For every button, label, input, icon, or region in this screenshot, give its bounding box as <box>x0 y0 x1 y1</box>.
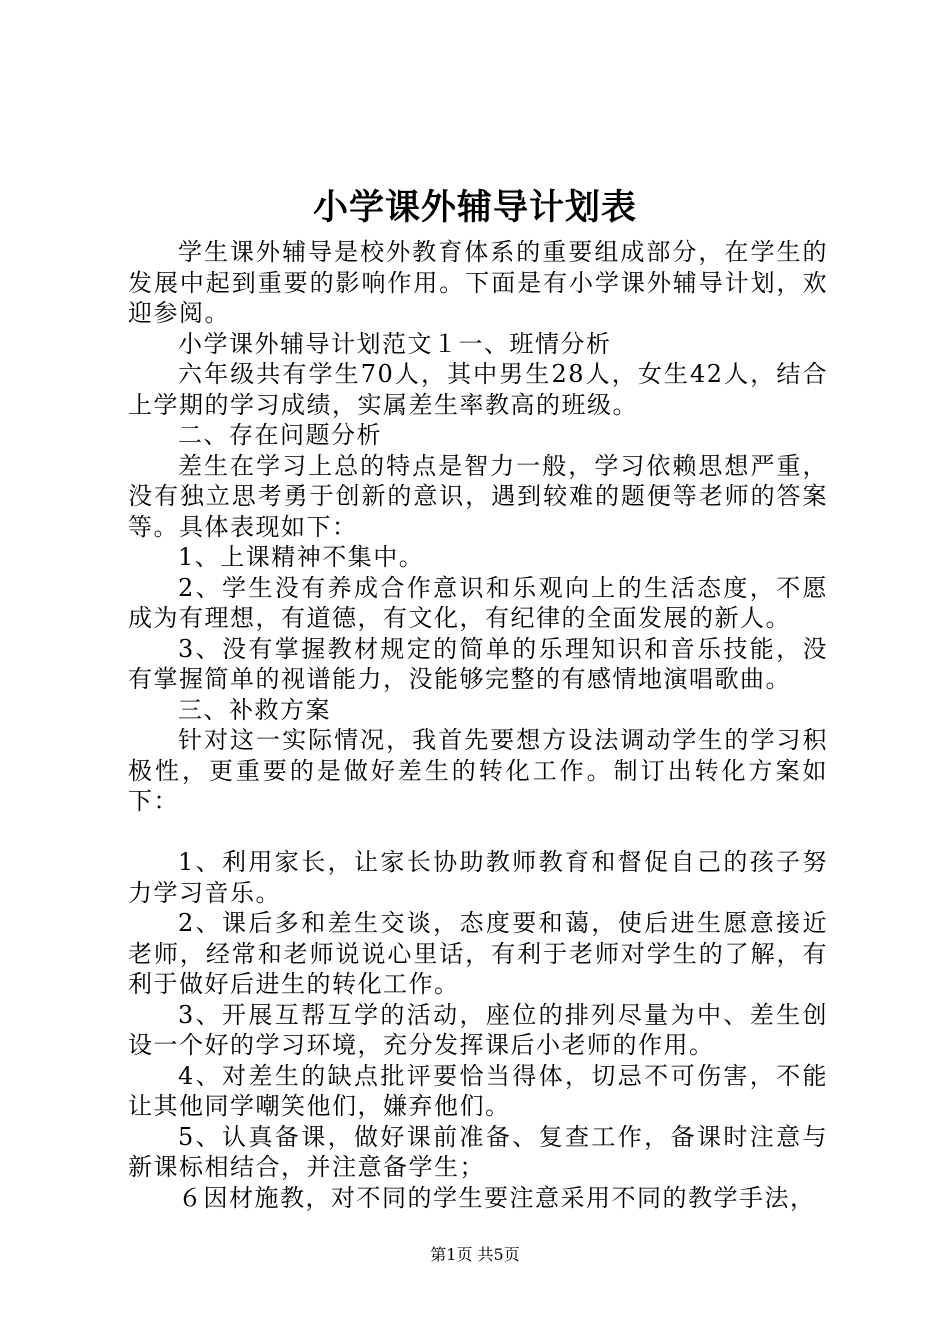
paragraph-problem-1: 1、上课精神不集中。 <box>178 543 425 571</box>
document-title: 小学课外辅导计划表 <box>312 187 637 228</box>
paragraph-problem-2: 2、学生没有养成合作意识和乐观向上的生活态度，不愿成为有理想，有道德，有文化，有纪律的全面发展的新人。 <box>128 573 828 632</box>
page-indicator: 第1页 共5页 <box>430 1245 520 1264</box>
document-body <box>128 237 828 1213</box>
paragraph-remedy-2: 2、课后多和差生交谈，态度要和蔼，使后进生愿意接近老师，经常和老师说说心里话，有利于老师对学生的了解，有利于做好后进生的转化工作。 <box>128 909 828 998</box>
paragraph-remedy-3: 3、开展互帮互学的活动，座位的排列尽量为中、差生创设一个好的学习环境，充分发挥课后小老师的作用。 <box>128 1000 828 1059</box>
paragraph-remedy-6: ６因材施教，对不同的学生要注意采用不同的教学手法， <box>178 1183 816 1212</box>
paragraph-intro: 学生课外辅导是校外教育体系的重要组成部分，在学生的发展中起到重要的影响作用。下面是有小学课外辅导计划，欢迎参阅。 <box>128 238 828 327</box>
paragraph-heading-remedy: 三、补救方案 <box>178 695 331 724</box>
paragraph-remedy-5: 5、认真备课，做好课前准备、复查工作，备课时注意与新课标相结合，并注意备学生； <box>128 1122 828 1181</box>
paragraph-problem-summary: 差生在学习上总的特点是智力一般，学习依赖思想严重，没有独立思考勇于创新的意识，遇到较难的题便等老师的答案等。具体表现如下： <box>128 451 828 541</box>
paragraph-remedy-1: 1、利用家长，让家长协助教师教育和督促自己的孩子努力学习音乐。 <box>128 848 828 907</box>
paragraph-heading-problems: 二、存在问题分析 <box>178 421 382 449</box>
paragraph-class-stats: 六年级共有学生70人，其中男生28人，女生42人，结合上学期的学习成绩，实属差生率教高的班级。 <box>128 360 828 419</box>
paragraph-problem-3: 3、没有掌握教材规定的简单的乐理知识和音乐技能，没有掌握简单的视谱能力，没能够完整的有感情地演唱歌曲。 <box>128 634 828 693</box>
paragraph-remedy-intro: 针对这一实际情况，我首先要想方设法调动学生的学习积极性，更重要的是做好差生的转化工作。制订出转化方案如下： <box>128 726 828 815</box>
paragraph-heading-class-analysis: 小学课外辅导计划范文１一、班情分析 <box>178 329 612 358</box>
paragraph-remedy-4: 4、对差生的缺点批评要恰当得体，切忌不可伤害，不能让其他同学嘲笑他们，嫌弃他们。 <box>128 1061 828 1120</box>
